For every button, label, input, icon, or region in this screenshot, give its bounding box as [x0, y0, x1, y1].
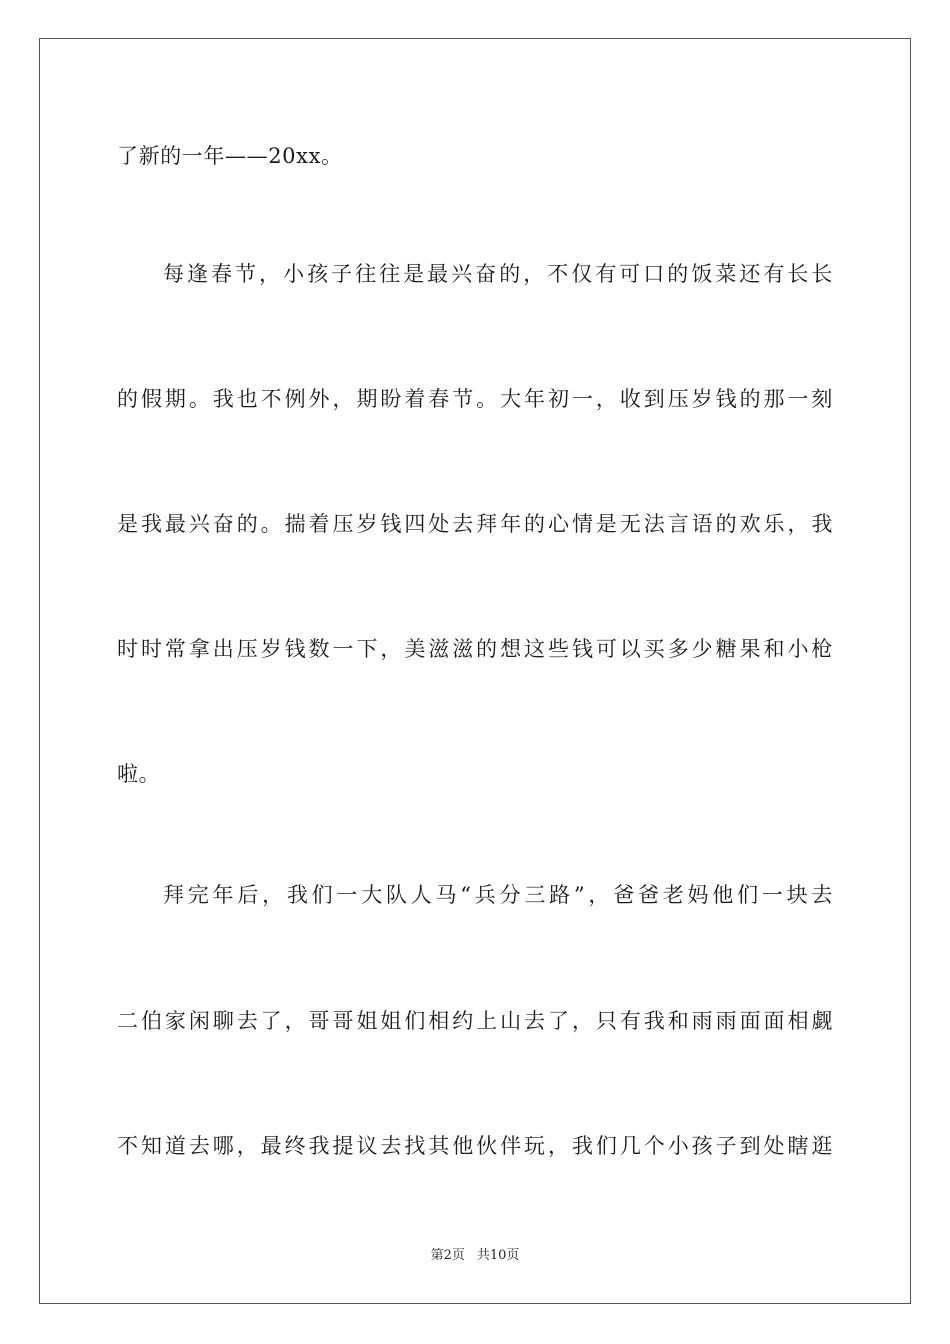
- page-footer: [0, 1247, 950, 1265]
- text-line-6: 啦。: [117, 762, 161, 786]
- text-line-2: 每逢春节，小孩子往往是最兴奋的，不仅有可口的饭菜还有长长: [163, 262, 833, 286]
- text-line-3: 的假期。我也不例外，期盼着春节。大年初一，收到压岁钱的那一刻: [117, 387, 833, 411]
- text-line-7: 拜完年后，我们一大队人马“兵分三路”，爸爸老妈他们一块去: [163, 883, 833, 907]
- text-line-4: 是我最兴奋的。揣着压岁钱四处去拜年的心情是无法言语的欢乐，我: [117, 512, 833, 536]
- text-line-1: 了新的一年——20xx。: [117, 144, 343, 168]
- page-border: [39, 38, 911, 1304]
- text-line-5: 时时常拿出压岁钱数一下，美滋滋的想这些钱可以买多少糖果和小枪: [117, 637, 833, 661]
- text-line-9: 不知道去哪，最终我提议去找其他伙伴玩，我们几个小孩子到处瞎逛: [117, 1134, 833, 1158]
- page-number: 第2页: [430, 1248, 465, 1263]
- page-total: 共10页: [476, 1248, 520, 1263]
- text-line-8: 二伯家闲聊去了，哥哥姐姐们相约上山去了，只有我和雨雨面面相觑: [117, 1009, 833, 1033]
